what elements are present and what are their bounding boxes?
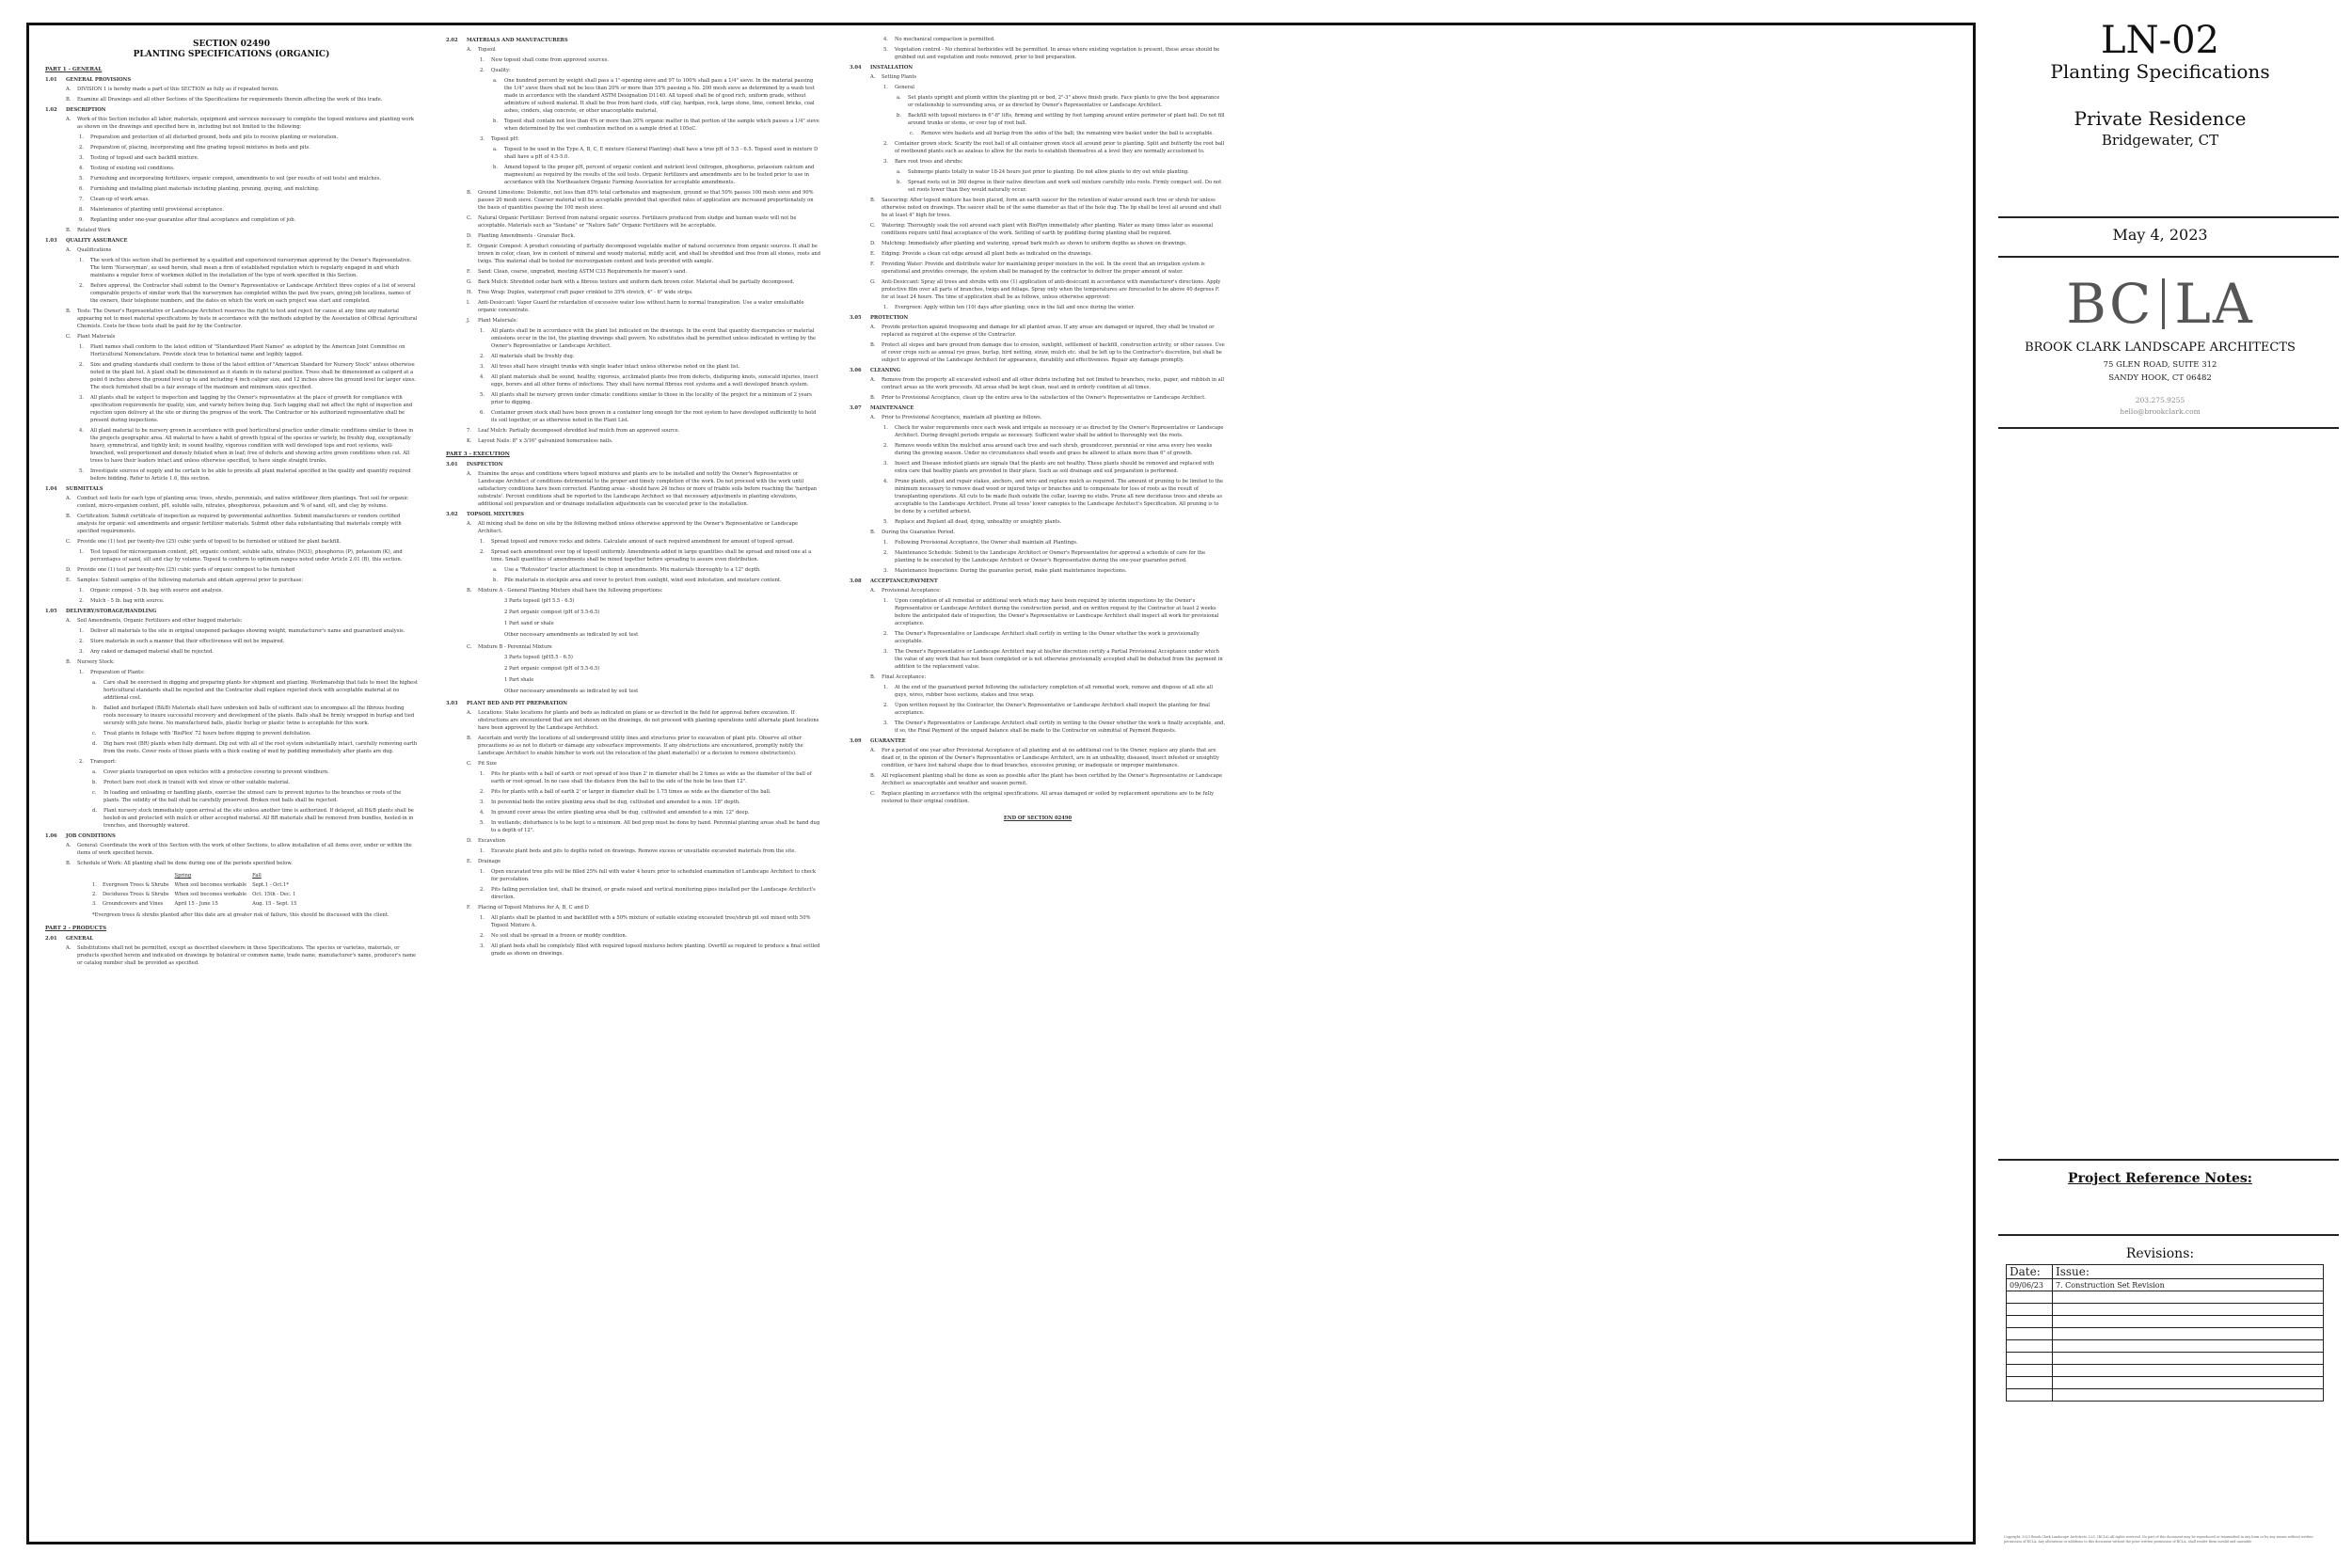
logo-text-left: BC	[2066, 272, 2153, 336]
sheet-date: May 4, 2023	[2112, 226, 2208, 244]
paragraph: 3. Maintenance Inspections: During the guarantee period, make plant maintenance inspections.	[883, 568, 1127, 574]
spec-column-3	[850, 34, 1226, 822]
paragraph: 4. All plant materials shall be sound, healthy, vigorous, acclimated plants free from defects, disfiguring knots, sunscald injuries, insect eggs, borers and all other forms of infections. They shall have normal fibrous root systems and a well developed branch system.	[480, 374, 818, 388]
spec-column-1	[45, 34, 418, 970]
paragraph: B. Mixture A - General Planting Mixture shall have the following proportions:	[467, 588, 663, 594]
paragraph: a. Use a "Rotovator" tractor attachment to chop in amendments. Mix materials thoroughly to a 12" depth.	[493, 567, 761, 573]
paragraph: b. Topsoil shall contain not less than 4% or more than 20% organic matter in that portion of the sample which passes a 1/4" sieve when determined by the wet combustion method on a sample dried at 105oC.	[493, 119, 819, 132]
paragraph: 2. All materials shall be freshly dug.	[480, 354, 575, 359]
section-title: SECTION 02490 PLANTING SPECIFICATIONS (ORGANIC)	[133, 40, 330, 59]
paragraph: 4. Prune plants, adjust and repair stakes, anchors, and wire and replace mulch as required. The amount of pruning to be limited to the minimum necessary to remove dead wood or injured twigs or branches and to compensate for loss of roots as the result of transplanting operations. All cuts to be made flush outside the collar, leaving no stubs. Prune all new deciduous trees and shrubs as acceptable to the Landscape Architect. Prune all trees' lower canopies to the Landscape Architect's Specification. All pruning is to be done by a certified arborist.	[883, 479, 1224, 515]
paragraph: 1. Deliver all materials to the site in original unopened packages showing weight, manufacturer's name and guaranteed analysis.	[79, 628, 405, 634]
paragraph: B. Ground Limestone: Dolomitic, not less than 85% total carbonates and magnesium, ground so that 50% passes 100 mesh sieve and 90% passes 20 mesh sieve. Coarser material will be acceptable provided that specified rates of application are increased proportionately on the basis of quantities passing the 100 mesh sieve.	[467, 190, 814, 211]
paragraph: b. Pile materials in stockpile area and cover to protect from sunlight, wind seed infestation, and moisture content.	[493, 578, 782, 583]
firm-address-line-2: SANDY HOOK, CT 06482	[2108, 373, 2212, 383]
paragraph: 3. Insect and Disease infested plants are signals that the plants are not healthy. These plants should be removed and replaced with extra care that healthy plants are provided in their place. Such as soil drainage and soil preparation is performed.	[883, 461, 1215, 474]
paragraph: 1. Check for water requirements once each week and irrigate as necessary or as directed by the Owner's Representative or Landscape Architect. During drought periods irrigate as necessary. Sufficient water shall be added to thoroughly wet the roots.	[883, 425, 1224, 438]
paragraph: A. Locations: Stake locations for plants and beds as indicated on plans or as directed in the field for approval before excavation. If obstructions are encountered that are not shown on the drawings, do not proceed with planting operations until alternate plant locations have been approved by the Landscape Architect.	[467, 710, 819, 731]
paragraph: A. For a period of one year after Provisional Acceptance of all planting and at no additional cost to the Owner, replace any plants that are dead or, in the opinion of the Owner's Representative or Landscape Architect, are in an unhealthy, diseased, insect infested or unsightly condition, or have lost natural shape due to dead branches, excessive pruning, or inadequate or improper maintenance.	[870, 748, 1219, 768]
paragraph: 3. Any caked or damaged material shall be rejected.	[79, 649, 214, 655]
paragraph: F. Providing Water: Provide and distribute water for maintaining proper moisture in the soil. In the event that an irrigation system is operational and provides coverage, the system shall be managed by the contractor to deliver the proper amount of water.	[870, 261, 1205, 275]
paragraph: c. Remove wire baskets and all burlap from the sides of the ball; the remaining wire basket under the ball is acceptable.	[910, 131, 1215, 136]
paragraph: b. Spread roots out in 360 degree in their native direction and work soil mixture carefully into roots. Firmly compact soil. Do not set roots lower than they would naturally occur.	[897, 180, 1222, 193]
paragraph: C. Natural Organic Fertilizer: Derived from natural organic sources. Fertilizers produced from sludge and human waste will not be acceptable. Materials such as "Sustane" or "Nature Safe" Organic Fertilizers will be acceptable.	[467, 215, 797, 229]
paragraph: 2. Pits failing percolation test, shall be drained, or grade raised and vertical monitoring pipes installed per the Landscape Architect's direction.	[480, 887, 816, 900]
paragraph: 1. General	[883, 85, 914, 90]
paragraph: 2. No soil shall be spread in a frozen or muddy condition.	[480, 933, 628, 939]
paragraph: c. In loading and unloading or handling plants, exercise the utmost care to prevent injuries to the branches or roots of the plants. The solidity of the ball shall be carefully preserved. Broken root balls shall be rejected.	[92, 790, 402, 803]
paragraph: b. Amend topsoil to the proper pH, percent of organic content and nutrient level (nitrogen, phosphorus, potassium calcium and magnesium) as required by the results of the soil tests. Organic fertilizers and amendments are to be tested prior to use in accordance with the Northeastern Organic Farming Association for acceptable amendments.	[493, 165, 815, 185]
paragraph: 6. Container grown stock shall have been grown in a container long enough for the root system to have developed sufficiently to hold its soil together, or as otherwise noted in the Plant List.	[480, 410, 817, 423]
paragraph: 2. Pits for plants with a ball of earth 2' or larger in diameter shall be 1.75 times as wide as the diameter of the ball.	[480, 789, 771, 795]
paragraph: A. General: Coordinate the work of this Section with the work of other Sections, to allow installation of all items over, under or within the items of work specified herein.	[66, 843, 412, 856]
paragraph: b. Backfill with topsoil mixtures in 6"-8" lifts, firming and settling by foot tamping around entire perimeter of plant ball. Do not fill around trunks or stems, or over top of root ball.	[897, 113, 1225, 126]
sheet-title: Planting Specifications	[2050, 60, 2270, 83]
paragraph: B. Nursery Stock:	[66, 659, 115, 665]
paragraph: A. Provide protection against trespassing and damage for all planted areas. If any areas are damaged or injured, they shall be treated or replaced as required at the expense of the Contractor.	[870, 325, 1215, 338]
paragraph: B. Examine all Drawings and all other Sections of the Specifications for requirements therein affecting the work of this trade.	[66, 97, 383, 103]
paragraph: A. Qualifications	[66, 247, 112, 253]
paragraph: a. Set plants upright and plumb within the planting pit or bed, 2"-3" above finish grade. Face plants to give the best appearance or relationship to surrounding area, or as directed by Owner's Representative or Landscape Architect.	[897, 95, 1220, 108]
paragraph: A. Provisional Acceptance:	[870, 588, 942, 594]
paragraph: 1. Organic compost - 5 lb. bag with source and analysis.	[79, 588, 224, 594]
revision-row	[2007, 1377, 2324, 1389]
paragraph: 2. Before approval, the Contractor shall submit to the Owner's Representative or Landscape Architect three copies of a list of several comparable projects of similar work that the nurserymen has completed within the past five years, giving job locations, names of the owners, their telephone numbers, and the dates on which the work on each project was start and completed.	[79, 283, 416, 304]
paragraph: A. Work of this Section includes all labor, materials, equipment and services necessary to complete the topsoil mixtures and planting work as shown on the drawings and specified here in, including but not limited to the following:	[66, 117, 414, 130]
table-row: 1. Evergreen Trees & Shrubs When soil becomes workable Sept.1 - Oct.1*	[92, 882, 289, 888]
divider	[1998, 1234, 2339, 1236]
paragraph: 3. All plants shall be subject to inspection and tagging by the Owner's representative at the place of growth for compliance with specification requirements for quality, size, and variety before being dug. Such tagging shall not affect the right of inspection and rejection upon delivery at the site or during the progress of the work. The Contractor or his authorized representative shall be present during inspections.	[79, 395, 413, 423]
paragraph: B. During the Guarantee Period.	[870, 530, 956, 535]
paragraph: 1. Plant names shall conform to the latest edition of "Standardized Plant Names" as adopted by the American Joint Committee on Horticultural Nomenclature. Provide stock true to botanical name and legibly tagged.	[79, 344, 405, 357]
project-reference-notes-title: Project Reference Notes:	[2068, 1171, 2252, 1186]
paragraph: A. Examine the areas and conditions where topsoil mixtures and plants are to be installed and notify the Owner's Representative or Landscape Architect of conditions detrimental to the proper and timely completion of the work. Do not proceed with the work until satisfactory conditions have been corrected. Planting areas - should have 24 inches or more of friable soils before reaching the 'hardpan substrate'. Percent conditions shall be reported to the Landscape Architect so that necessary adjustments in planting elevations, additional soil preparation and or drainage installation adjustments can be executed prior to the installation.	[467, 471, 818, 507]
article-heading: 1.02 DESCRIPTION	[45, 107, 106, 113]
paragraph: B. Schedule of Work: All planting shall be done during one of the periods specified below.	[66, 861, 293, 866]
revisions-table	[2006, 1264, 2324, 1402]
paragraph: 4. Testing of existing soil conditions.	[79, 166, 175, 171]
paragraph: 2. Upon written request by the Contractor, the Owner's Representative or Landscape Architect shall inspect the planting for final acceptance.	[883, 703, 1210, 716]
mixture-b-list: 3 Parts topsoil (pH5.5 - 6.5) 2 Part organic compost (pH of 5.5-6.5) 1 Part shale Other necessary amendments as indicated by soil test	[504, 655, 639, 694]
paragraph: C. Mixture B - Perennial Mixture	[467, 644, 552, 650]
revision-row	[2007, 1304, 2324, 1316]
paragraph: 2. Spread each amendment over top of topsoil uniformly. Amendments added in large quantities shall be spread and mixed one at a time. Small quantities of amendments shall be mixed together before spreading to assure even distribution.	[480, 549, 812, 562]
paragraph: 1. Preparation and protection of all disturbed ground, beds and pits to receive planting or restoration.	[79, 135, 339, 140]
paragraph: 1. All plants shall be in accordance with the plant list indicated on the drawings. In the event that quantity discrepancies or material omissions occur in the list, the planting drawings shall govern. No substitutes shall be permitted unless indicated in writing by the Owner's Representative or Landscape Architect.	[480, 328, 817, 349]
paragraph: A. Prior to Provisional Acceptance, maintain all planting as follows.	[870, 415, 1042, 420]
article-heading: 3.06 CLEANING	[850, 368, 901, 373]
title-block	[1985, 0, 2352, 1568]
paragraph: 1. Preparation of Plants:	[79, 670, 145, 675]
paragraph: F. Sand: Clean, coarse, ungraded, meeting ASTM C33 Requirements for mason's sand.	[467, 269, 688, 275]
paragraph: 1. New topsoil shall come from approved sources.	[480, 57, 609, 63]
paragraph: C. Watering: Thoroughly soak the soil around each plant with BioPlyn immediately after planting. Water as many times later as seasonal conditions require until final acceptance of the work. Settling of earth by puddling during planting shall be required.	[870, 223, 1214, 236]
paragraph: 6. Furnishing and installing plant materials including planting, pruning, guying, and mulching.	[79, 186, 320, 192]
paragraph: B. Certification: Submit certificate of inspection as required by governmental authorities. Submit manufacturers or vendors certified analysis for organic soil amendments and organic fertilizer materials. Submit other data substantiating that materials comply with specified requirements.	[66, 514, 402, 534]
paragraph: B. Tests: The Owner's Representative or Landscape Architect reserves the right to test and reject for cause at any time any material appearing not to meet material specifications by tests in accordance with the methods adopted by the Association of Official Agricultural Chemists. Costs for these tests shall be paid for by the Contractor.	[66, 309, 418, 329]
paragraph: a. Care shall be exercised in digging and preparing plants for shipment and planting. Workmanship that fails to meet the highest horticultural standards shall be rejected and the Contractor shall replace rejected stock with acceptable material at no additional cost.	[92, 680, 418, 701]
paragraph: a. Submerge plants totally in water 18-24 hours just prior to planting. Do not allow plants to dry out while planting.	[897, 169, 1189, 175]
paragraph: 2. The Owner's Representative or Landscape Architect shall certify in writing to the Owner whether the work is provisionally acceptable.	[883, 631, 1200, 644]
paragraph: 1. Test topsoil for microorganism content, pH, organic content, soluble salts, nitrates (NO3), phosphorus (P), potassium (K), and percentages of sand, silt and clay by volume. Topsoil to conform to optimum ranges noted under Article 2.01 (B), this section.	[79, 549, 403, 562]
paragraph: B. Related Work	[66, 228, 111, 233]
divider	[1998, 256, 2339, 258]
table-row: 2. Deciduous Trees & Shrubs When soil becomes workable Oct. 15th - Dec. 1	[92, 892, 296, 897]
paragraph: B. Protect all slopes and bare ground from damage due to erosion, sunlight, settlement of backfill, construction activity, or other causes. Use of cover crops such as annual rye grass, burlap, bird netting, straw, mulch etc. shall be left up to the Contractor's discretion, but shall be subject to approval of the Landscape Architect for appearance, durability and effectiveness. Repair any damage promptly.	[870, 342, 1225, 363]
article-heading: 1.06 JOB CONDITIONS	[45, 833, 116, 839]
schedule-table: Spring Fall 1. Evergreen Trees & Shrubs When soil becomes workable Sept.1 - Oct.1* 2. Deciduous Trees & Shrubs When soil becomes workable Oct. 15th - Dec. 1 3. Groundcovers and Vines April 15 - June 15 Aug. 15 - Sept. 15	[92, 871, 302, 909]
paragraph: 2. Transport:	[79, 759, 117, 765]
paragraph: J. Plant Materials:	[467, 318, 518, 324]
article-heading: 1.05 DELIVERY/STORAGE/HANDLING	[45, 609, 157, 614]
paragraph: 9. Replanting under one-year guarantee after final acceptance and completion of job.	[79, 217, 296, 223]
paragraph: 1. At the end of the guaranteed period following the satisfactory completion of all remedial work, remove and dispose of all site all guys, wires, rubber hose sections, stakes and tree wrap.	[883, 685, 1214, 698]
paragraph: D. Mulching: Immediately after planting and watering, spread bark mulch as shown to uniform depths as shown on drawings.	[870, 241, 1187, 246]
project-name: Private Residence	[2074, 107, 2247, 130]
paragraph: 1. Evergreen: Apply within ten (10) days after planting, once in the fall and once during the winter.	[883, 305, 1136, 310]
revision-row	[2007, 1328, 2324, 1340]
part-heading: PART 1 - GENERAL	[45, 67, 103, 72]
paragraph: E. Edging: Provide a clean cut edge around all plant beds as indicated on the drawings.	[870, 251, 1093, 257]
project-location: Bridgewater, CT	[2101, 132, 2219, 149]
paragraph: b. Balled and burlaped (B&B) Materials shall have unbroken soil balls of sufficient size to encompass all the fibrous feeding roots necessary to insure successful recovery and development of the plants. Balls shall be firmly wrapped in burlap and tied securely with jute twine. No manufactured balls, plastic burlap or plastic twine is acceptable for this work.	[92, 705, 415, 726]
copyright-notice: Copyright, 2023 Brook Clark Landscape Architects, LLC. (BCLA) All rights reserved. No part of this document may be reproduced or transmitted in any form or by any means without written permission of BCLA. Any alterations or additions to this document without the prior written permission of BCLA, shall render them invalid and unusable.	[2004, 1535, 2313, 1544]
paragraph: 5. All plants shall be nursery grown under climatic conditions similar to those in the locality of the project for a minimum of 2 years prior to digging.	[480, 392, 812, 405]
paragraph: 2. Preparation of, placing, incorporating and fine grading topsoil mixtures in beds and pits.	[79, 145, 310, 150]
firm-phone: 203.275.9255	[2135, 396, 2185, 404]
article-heading: 3.05 PROTECTION	[850, 315, 909, 321]
paragraph: D. Planting Amendments - Granular Rock.	[467, 233, 576, 239]
revision-row	[2007, 1316, 2324, 1328]
paragraph: B. Saucering: After topsoil mixture has been placed, form an earth saucer for the retention of water around each tree or shrub for unless otherwise noted on drawings. The saucer shall be of the same diameter as that of the hole dug. The lip shall be level all around and shall be at least 4" high for trees.	[870, 198, 1222, 218]
paragraph: B. Prior to Provisional Acceptance, clean up the entire area to the satisfaction of the Owner's Representative or Landscape Architect.	[870, 395, 1206, 401]
paragraph: 5. Replace and Replant all dead, dying, unhealthy or unsightly plants.	[883, 519, 1062, 525]
paragraph: 2. Maintenance Schedule: Submit to the Landscape Architect or Owner's Representative for approval a schedule of care for the planting to be executed by the Landscape Architect or Owner's Representative during the one-year guarantee period.	[883, 550, 1206, 563]
paragraph: A. Remove from the property all excavated subsoil and all other debris including but not limited to branches, rocks, paper, and rubbish in all contract areas as the work proceeds. All areas shall be kept clean, neat and in orderly condition at all times.	[870, 377, 1225, 390]
paragraph: 3. The Owner's Representative or Landscape Architect may at his/her discretion certify a Partial Provisional Acceptance under which the value of any work that has not been completed or is not otherwise provisionally accepted shall be deducted from the payment in addition to the replacement value.	[883, 649, 1223, 670]
paragraph: 8. Maintenance of planting until provisional acceptance.	[79, 207, 224, 213]
revision-row	[2007, 1291, 2324, 1304]
revisions-header-row: Date: Issue:	[2007, 1265, 2324, 1279]
paragraph: G. Bark Mulch: Shredded cedar bark with a fibrous texture and uniform dark brown color. Material shall be partially decomposed.	[467, 279, 795, 285]
paragraph: 2. Size and grading standards shall conform to those of the latest edition of "American Standard for Nursery Stock" unless otherwise noted in the plant list. A plant shall be dimensioned as it stands in its natural position. Trees shall be dimensioned as caliperd at a point 6 inches above the ground level up to and including 4 inch caliper size, and 12 inches above the ground level for larger sizes. The stock furnished shall be a fair average of the maximum and minimum sizes specified.	[79, 362, 417, 390]
paragraph: C. Provide one (1) test per twenty-five (25) cubic yards of topsoil to be furnished or utilized for plant backfill.	[66, 539, 342, 545]
paragraph: C. Plant Materials	[66, 334, 116, 340]
paragraph: B. Final Acceptance:	[870, 674, 927, 680]
paragraph: 3. Topsoil pH:	[480, 136, 519, 142]
paragraph: 3. In perennial beds the entire planting area shall be dug, cultivated and amended to a min. 18" depth.	[480, 800, 740, 805]
paragraph: 2. Container grown stock: Scarify the root ball of all container grown stock all around prior to planting. Split and butterfly the root ball of rootbound plants such as azaleas to allow for the roots to establish themselves at a level they are normally accustomed to.	[883, 141, 1225, 154]
sheet-number: LN-02	[2101, 19, 2219, 62]
paragraph: 1. All plants shall be planted in and backfilled with a 50% mixture of suitable existing excavated tree/shrub pit soil mixed with 50% Topsoil Mixture A.	[480, 915, 811, 928]
paragraph: I. Anti-Desiccant: Vapor Guard for retardation of excessive water loss without harm to normal transpiration. Use a water emulsifiable organic concentrate.	[467, 300, 804, 313]
paragraph: a. Topsoil to be used in the Type A, B, C, E mixture (General Planting) shall have a true pH of 5.5 - 6.5. Topsoil used in mixture D shall have a pH of 4.5-5.0.	[493, 147, 818, 160]
paragraph: 2. Quality:	[480, 68, 511, 73]
paragraph: C. Pit Size	[467, 761, 497, 767]
article-heading: 2.02 MATERIALS AND MANUFACTURERS	[446, 38, 568, 43]
spec-column-2	[446, 34, 822, 960]
paragraph: d. Dig bare root (BR) plants when fully dormant. Dig out with all of the root system substantially intact, carefully removing earth from the roots. Cover roots of those plants with a thick coating of mud by puddling immediately after plants are dug.	[92, 741, 418, 754]
paragraph: A. Setting Plants	[870, 74, 917, 80]
paragraph: 1. Upon completion of all remedial or additional work which may have been required by interim inspections by the Owner's Representative or Landscape Architect during the construction period, and on written request by the Contractor at least 2 weeks before the anticipated date of inspection, the Owner's Representative or Landscape Architect shall inspect all work for provisional acceptance.	[883, 598, 1219, 626]
paragraph: c. Treat plants in foliage with 'BioPlex' 72 hours before digging to prevent defoliation.	[92, 731, 311, 736]
paragraph: A. Substitutions shall not be permitted, except as described elsewhere in these Specifications. The species or varieties, materials, or products specified herein and indicated on drawings by botanical or common name, trade name, manufacturer's name, producer's name or catalog number shall be provided as specified.	[66, 945, 417, 966]
article-heading: 1.04 SUBMITTALS	[45, 486, 103, 492]
paragraph: 5. Investigate sources of supply and be certain to be able to provide all plant material specified in the quality and quantity required before bidding. Refer to Article 1.6, this section.	[79, 468, 411, 482]
revision-row	[2007, 1365, 2324, 1377]
paragraph: B. All replacement planting shall be done as soon as possible after the plant has been certified by the Owner's Representative or Landscape Architect as unacceptable and weather and season permit.	[870, 773, 1223, 786]
paragraph: E. Samples: Submit samples of the following materials and obtain approval prior to purchase:	[66, 578, 304, 583]
paragraph: 4. No mechanical compaction is permitted.	[883, 37, 995, 42]
paragraph: 1. Pits for plants with a ball of earth or root spread of less than 2' in diameter shall be 2 times as wide as the diameter of the ball of earth or root spread. In no case shall the distance from the ball to the side of the hole be less than 12".	[480, 771, 812, 784]
article-heading: 1.03 QUALITY ASSURANCE	[45, 238, 128, 244]
article-heading: 3.03 PLANT BED AND PIT PREPARATION	[446, 701, 568, 706]
paragraph: a. Cover plants transported on open vehicles with a protective covering to prevent windburn.	[92, 769, 329, 775]
paragraph: D. Provide one (1) test per twenty-five (25) cubic yards of organic compost to be furnished	[66, 567, 295, 573]
firm-name: BROOK CLARK LANDSCAPE ARCHITECTS	[2025, 341, 2296, 355]
part-heading: PART 3 - EXECUTION	[446, 451, 510, 457]
paragraph: 3. Testing of topsoil and each backfill mixture.	[79, 155, 199, 161]
paragraph: 7. Clean-up of work areas.	[79, 197, 150, 202]
article-heading: 3.07 MAINTENANCE	[850, 405, 914, 411]
paragraph: 1. Spread topsoil and remove rocks and debris. Calculate amount of each required amendment for amount of topsoil spread.	[480, 539, 794, 545]
paragraph: D. Excavation	[467, 838, 505, 844]
paragraph: 7. Leaf Mulch: Partially decomposed shredded leaf mulch from an approved source.	[467, 428, 680, 434]
paragraph: 3. The Owner's Representative or Landscape Architect shall certify in writing to the Owner whether the work is finally acceptable, and, if so, the Final Payment of the unpaid balance shall be made to the Contractor on submittal of Payment Requests.	[883, 721, 1226, 734]
revisions-title: Revisions:	[2125, 1246, 2195, 1261]
firm-email: hello@brookclark.com	[2120, 407, 2201, 416]
logo-text-right: LA	[2174, 272, 2254, 336]
paragraph: A. Soil Amendments, Organic Fertilizers and other bagged materials:	[66, 618, 243, 624]
paragraph: G. Anti-Desiccant: Spray all trees and shrubs with one (1) application of anti-desiccant in accordance with manufacturer's directions. Apply protective film over all parts of branches, twigs and foliage. Spray only when the temperatures are forecasted to be above 40 degrees F. for at least 24 hours. The time of application shall be as follows, unless otherwise approved:	[870, 279, 1221, 300]
article-heading: 3.02 TOPSOIL MIXTURES	[446, 512, 525, 517]
revision-row	[2007, 1353, 2324, 1365]
paragraph: 2. Store materials in such a manner that their effectiveness will not be impaired.	[79, 639, 285, 644]
paragraph: 1. Following Provisional Acceptance, the Owner shall maintain all Plantings.	[883, 540, 1078, 546]
paragraph: a. One hundred percent by weight shall pass a 1"-opening sieve and 97 to 100% shall pass a 1/4" sieve. In the material passing the 1/4" sieve there shall not be less than 20% or more than 55% passing a No. 200 mesh sieve as determined by a wash test made in accordance with the standard ASTM Designation D1140. All topsoil shall be of good rich, uniform grade, without admixture of subsoil material. It shall be free from hard clods, stiff clay, hardpan, rock, large stone, lime, cement bricks, coal ashes, cinders, slag concrete, or other unacceptable material.	[493, 78, 815, 114]
planting-schedule	[45, 871, 418, 919]
end-of-section: END OF SECTION 02490	[1003, 816, 1073, 821]
paragraph: A. Conduct soil tests for each type of planting area: trees, shrubs, perennials, and native wildflower /fern plantings. Test soil for organic content, micro-organism content, pH, soluble salts, nitrates, phosphorous, potassium and % of sand, silt, and clay by volume.	[66, 496, 408, 509]
article-heading: 3.04 INSTALLATION	[850, 65, 914, 71]
paragraph: E. Drainage	[467, 859, 501, 864]
paragraph: C. Replace planting in accordance with the original specifications. All areas damaged or soiled by replacement operations are to be fully restored to their original condition.	[870, 791, 1215, 804]
revision-row: 09/06/23 7. Construction Set Revision	[2007, 1279, 2324, 1291]
paragraph: K. Layout Nails: 8" x 3/16" galvanized homerunless nails.	[467, 438, 613, 444]
paragraph: 3. Bare root trees and shrubs:	[883, 159, 963, 165]
paragraph: B. Ascertain and verify the locations of all underground utility lines and structures prior to excavation of plant pits. Observe all other precautions so as not to disturb or damage any subsurface improvements. If any obstructions are encountered, promptly notify the Landscape Architect to enable him/her to work out the relocation of the plant material(s) or a decision to remove obstruction(s).	[467, 736, 803, 756]
logo-divider	[2162, 278, 2165, 329]
schedule-note: *Evergreen trees & shrubs planted after this date are at greater risk of failure, this should be discussed with the client.	[92, 912, 389, 918]
mixture-a-list: 3 Parts topsoil (pH 5.5 - 6.5) 2 Part organic compost (pH of 5.5-6.5) 1 Part sand or shale Other necessary amendments as indicated by soil test	[504, 598, 639, 638]
article-heading: 3.01 INSPECTION	[446, 462, 503, 467]
paragraph: H. Tree Wrap: Duplex, waterproof craft paper crinkled to 35% stretch, 4" - 6" wide strips.	[467, 290, 693, 295]
revision-row	[2007, 1340, 2324, 1353]
paragraph: F. Placing of Topsoil Mixtures for A, B, C and D	[467, 905, 589, 911]
paragraph: A. All mixing shall be done on site by the following method unless otherwise approved by the Owner's Representative or Landscape Architect.	[467, 521, 799, 534]
paragraph: 3. All trees shall have straight trunks with single leader intact unless otherwise noted on the plant list.	[480, 364, 740, 370]
divider	[1998, 216, 2339, 218]
table-row: 3. Groundcovers and Vines April 15 - June 15 Aug. 15 - Sept. 15	[92, 901, 297, 907]
part-heading: PART 2 - PRODUCTS	[45, 926, 107, 931]
revision-row	[2007, 1389, 2324, 1402]
paragraph: 5. In wetlands; disturbance is to be kept to a minimum. All bed prep must be done by hand. Perennial planting areas shall be hand dug to a depth of 12".	[480, 820, 820, 833]
paragraph: 4. All plant material to be nursery grown in accordance with good horticultural practice under climatic conditions similar to those in the projects geographic area. All material to have a habit of growth typical of the species or variety, be freshly dug, exceptionally heavy, symmetrical, and tightly knit; in sound healthy, vigorous condition with well developed tops and root systems, well-branched, well proportioned and densely foliated when in leaf; free of defects and showing active green conditions when cut. All trees to have their leaders intact and unless otherwise specified, to have single straight trunks.	[79, 428, 414, 464]
paragraph: 1. Excavate plant beds and pits to depths noted on drawings. Remove excess or unsuitable excavated materials from the site.	[480, 848, 797, 854]
paragraph: 5. Furnishing and incorporating fertilizers, organic compost, amendments to soil (per results of soil tests) and mulches.	[79, 176, 382, 182]
divider	[1998, 1159, 2339, 1161]
paragraph: E. Organic Compost: A product consisting of partially decomposed vegetable matter of natural occurrence from organic sources. It shall be brown in color, clean, low in content of mineral and woody material, mildly acid, and shall be shredded and free from all stones, roots and twigs. This material shall be tested for microorganism content and tests provided with sample.	[467, 244, 821, 264]
paragraph: A. DIVISION 1 is hereby made a part of this SECTION as fully as if repeated herein.	[66, 87, 279, 92]
article-heading: 2.01 GENERAL	[45, 936, 94, 942]
article-heading: 3.08 ACCEPTANCE/PAYMENT	[850, 578, 938, 584]
article-heading: 1.01 GENERAL PROVISIONS	[45, 77, 132, 83]
paragraph: 4. In ground cover areas the entire planting area shall be dug, cultivated and amended to a min. 12" deep.	[480, 810, 750, 816]
paragraph: 5. Vegetation control - No chemical herbicides will be permitted. In areas where existing vegetation is present, these areas should be grubbed out and vegetation and roots removed, prior to bed preparation.	[883, 47, 1220, 60]
article-heading: 3.09 GUARANTEE	[850, 738, 906, 744]
firm-logo	[1985, 272, 2335, 336]
paragraph: A. Topsoil	[467, 47, 496, 53]
paragraph: d. Plant nursery stock immediately upon arrival at the site unless another time is authorized. If delayed, all B&B plants shall be heeled-in and protected with mulch or other accepted material. All BR materials shall be removed from bundles, heeled-in in trenches, and thoroughly watered.	[92, 808, 414, 829]
paragraph: b. Protect bare root stock in transit with wet straw or other suitable material.	[92, 780, 291, 785]
divider	[1998, 427, 2339, 429]
firm-address-line-1: 75 GLEN ROAD, SUITE 312	[2103, 360, 2217, 370]
paragraph: 2. Mulch - 5 lb. bag with source.	[79, 598, 165, 604]
paragraph: 3. All plant beds shall be completely filled with required topsoil mixtures before planting. Overfill as required to produce a final settled grade as shown on drawings.	[480, 943, 820, 957]
paragraph: 2. Remove weeds within the mulched area around each tree and each shrub, groundcover, perennial or vine area every two weeks during the growing season. Under no circumstances shall weeds and grass be allowed to attain more than 6" of growth.	[883, 443, 1213, 456]
paragraph: 1. Open excavated tree pits will be filled 25% full with water 4 hours prior to scheduled examination of Landscape Architect to check for percolation.	[480, 869, 816, 882]
paragraph: 1. The work of this section shall be performed by a qualified and experienced nurseryman approved by the Owner's Representative. The term 'Nurseryman', as used herein, shall mean a firm of established reputation which is regularly engaged in and which maintains a regular force of workmen skilled in the installation of the type of work specified in this Section.	[79, 258, 412, 278]
